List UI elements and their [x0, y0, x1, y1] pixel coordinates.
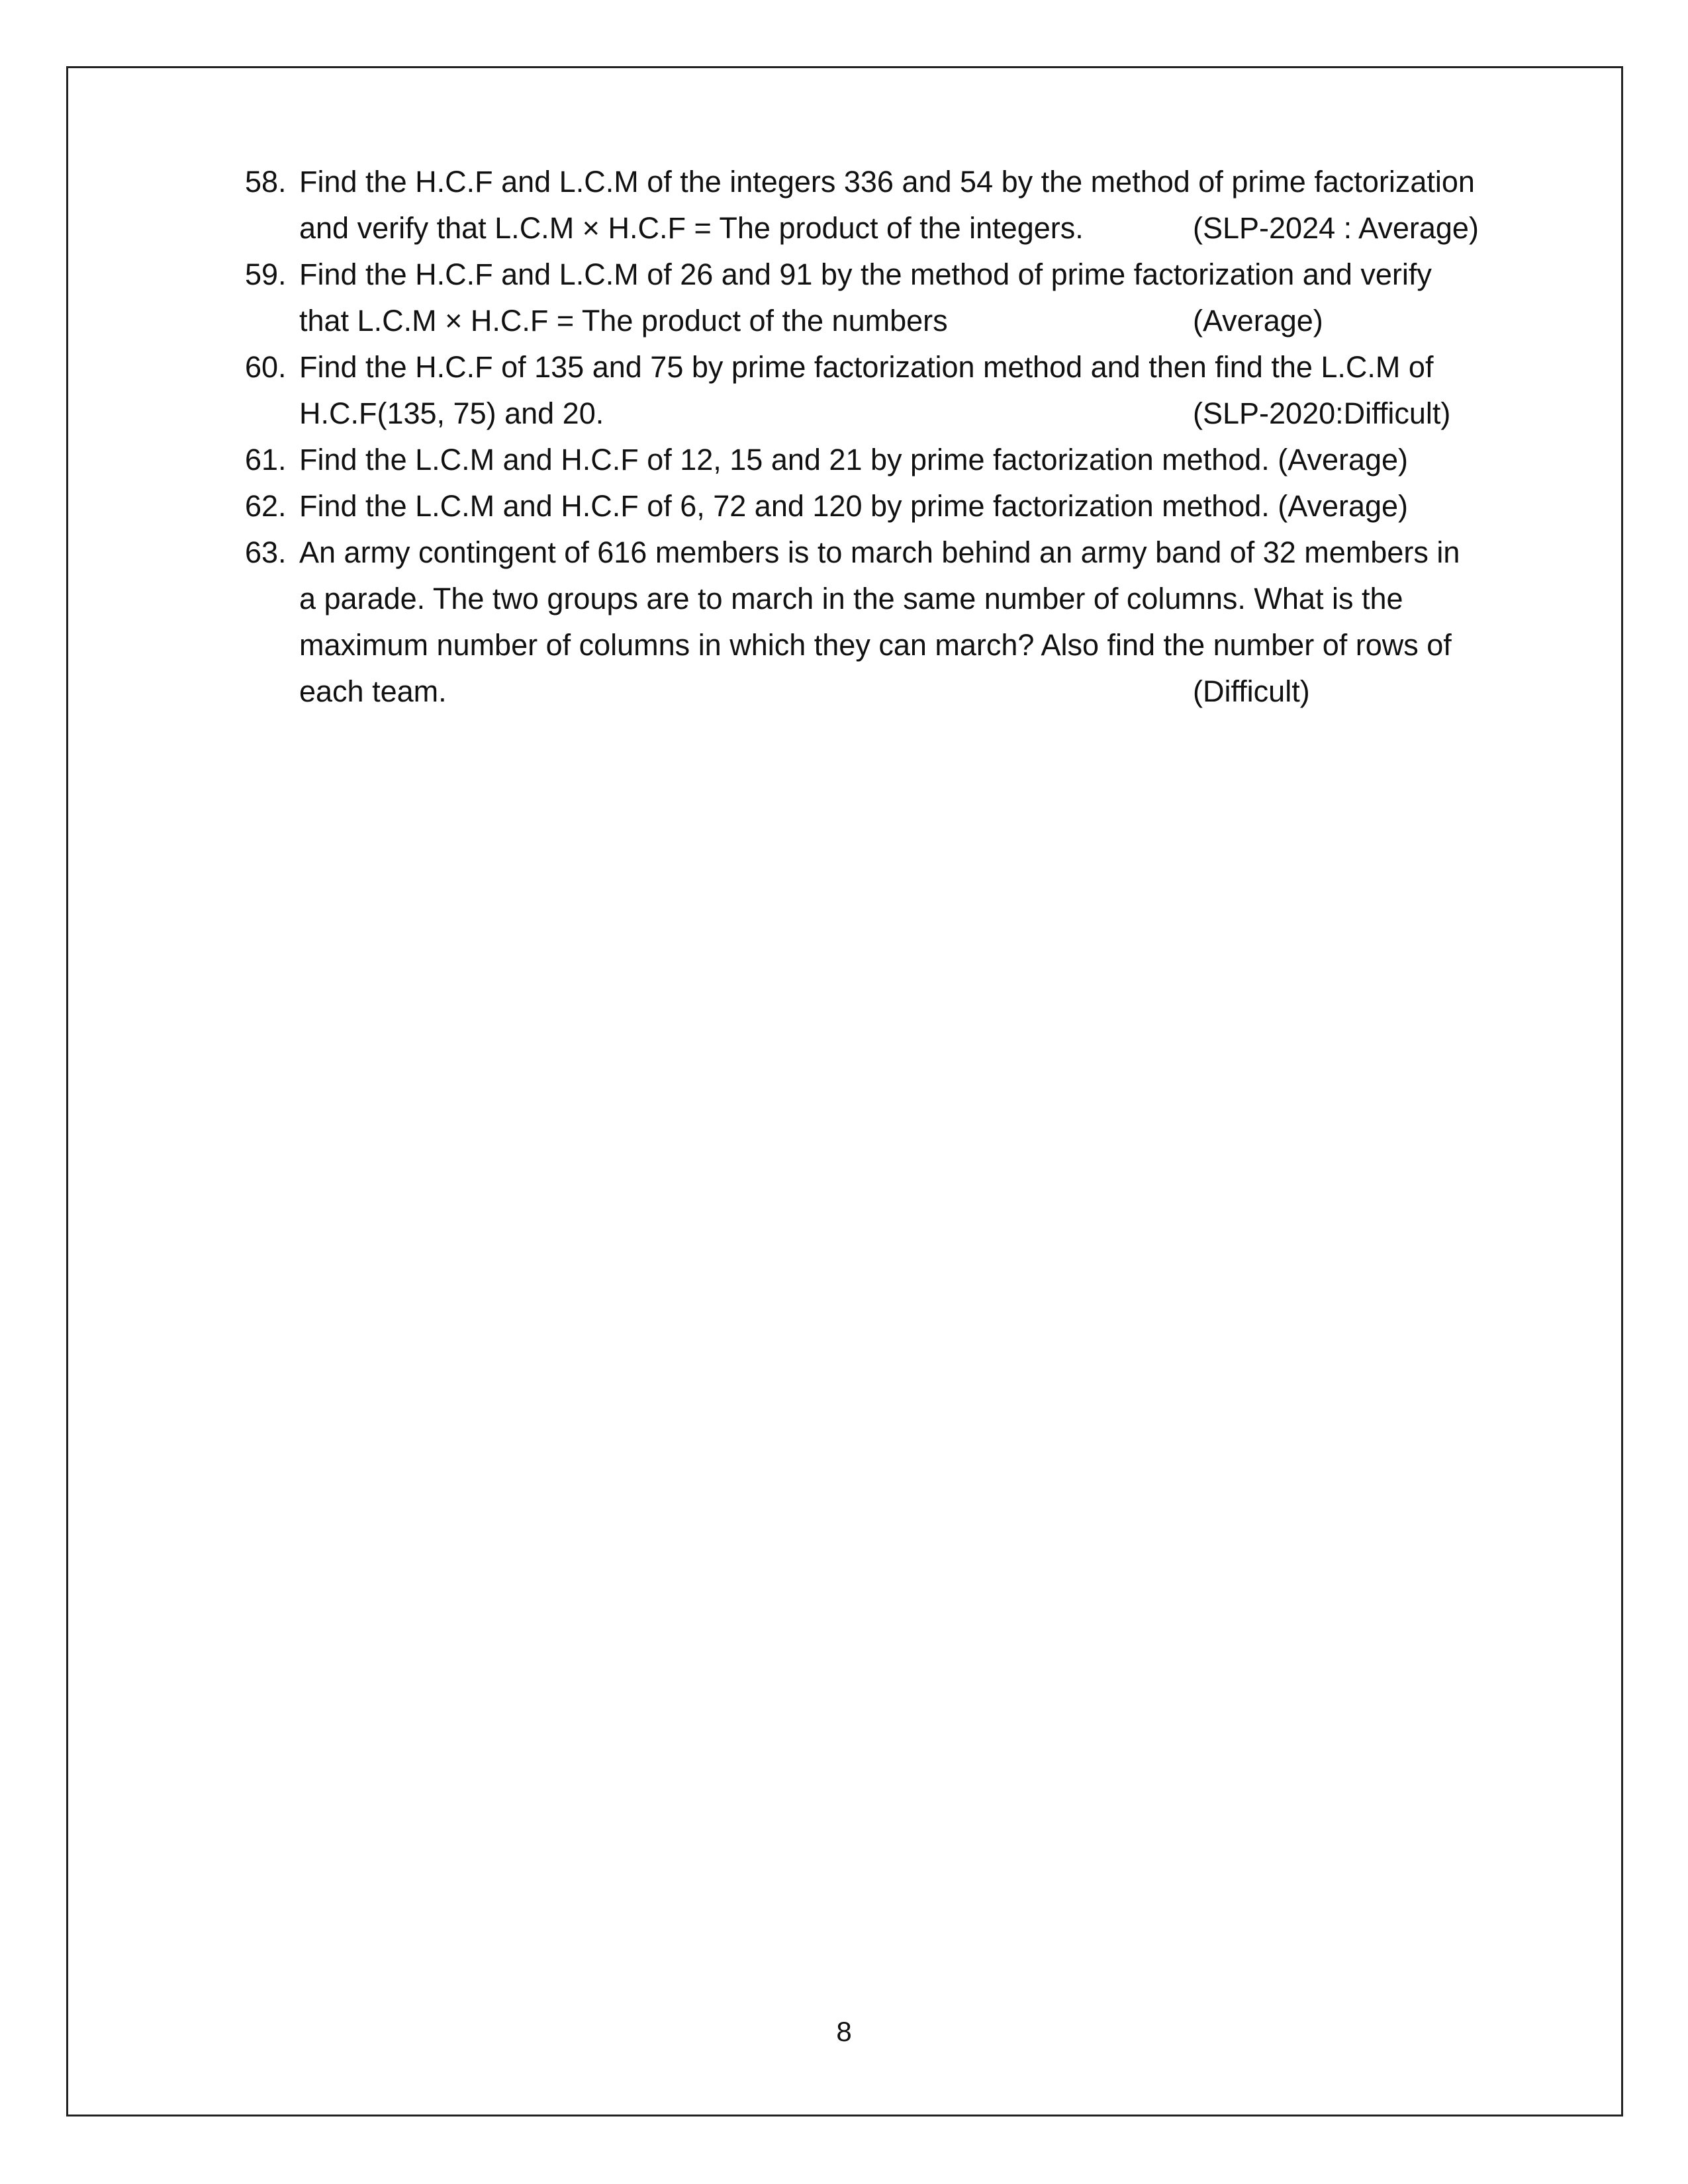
question-text: and verify that L.C.M × H.C.F = The product of the integers.	[299, 211, 1084, 245]
question-63	[245, 529, 1503, 715]
question-text: Find the L.C.M and H.C.F of 6, 72 and 120 by prime factorization method. (Average)	[299, 489, 1409, 523]
question-number: 61.	[245, 443, 287, 477]
question-line	[245, 298, 1503, 344]
question-text: maximum number of columns in which they can march? Also find the number of rows of	[299, 628, 1452, 662]
question-text: that L.C.M × H.C.F = The product of the numbers	[299, 304, 948, 338]
question-text: a parade. The two groups are to march in the same number of columns. What is the	[299, 582, 1403, 615]
question-text: each team.	[299, 674, 447, 708]
question-60	[245, 344, 1503, 437]
question-line	[245, 576, 1503, 622]
question-number: 62.	[245, 489, 287, 523]
difficulty-tag: (Difficult)	[1193, 674, 1310, 708]
question-line	[245, 483, 1503, 529]
question-62	[245, 483, 1503, 529]
question-line	[245, 622, 1503, 668]
question-number: 60.	[245, 350, 287, 384]
question-line	[245, 668, 1503, 715]
question-text: Find the L.C.M and H.C.F of 12, 15 and 21 by prime factorization method. (Average)	[299, 443, 1409, 477]
question-number: 63.	[245, 535, 287, 569]
difficulty-tag: (SLP-2020:Difficult)	[1193, 396, 1451, 430]
question-59	[245, 251, 1503, 344]
difficulty-tag: (SLP-2024 : Average)	[1193, 211, 1479, 245]
question-58	[245, 159, 1503, 251]
question-number: 58.	[245, 165, 287, 199]
question-text: Find the H.C.F of 135 and 75 by prime factorization method and then find the L.C.M of	[299, 350, 1434, 384]
question-line	[245, 251, 1503, 298]
page-number: 8	[836, 2016, 852, 2047]
question-line	[245, 529, 1503, 576]
question-number: 59.	[245, 257, 287, 291]
difficulty-tag: (Average)	[1193, 304, 1323, 338]
question-line	[245, 437, 1503, 483]
question-line	[245, 205, 1503, 251]
question-text: An army contingent of 616 members is to march behind an army band of 32 members in	[299, 535, 1460, 569]
question-line	[245, 390, 1503, 437]
question-text: Find the H.C.F and L.C.M of the integers 336 and 54 by the method of prime factorization	[299, 165, 1475, 199]
question-line	[245, 344, 1503, 390]
question-list	[245, 159, 1503, 715]
question-61	[245, 437, 1503, 483]
question-line	[245, 159, 1503, 205]
question-text: Find the H.C.F and L.C.M of 26 and 91 by the method of prime factorization and verify	[299, 257, 1432, 291]
question-text: H.C.F(135, 75) and 20.	[299, 396, 604, 430]
